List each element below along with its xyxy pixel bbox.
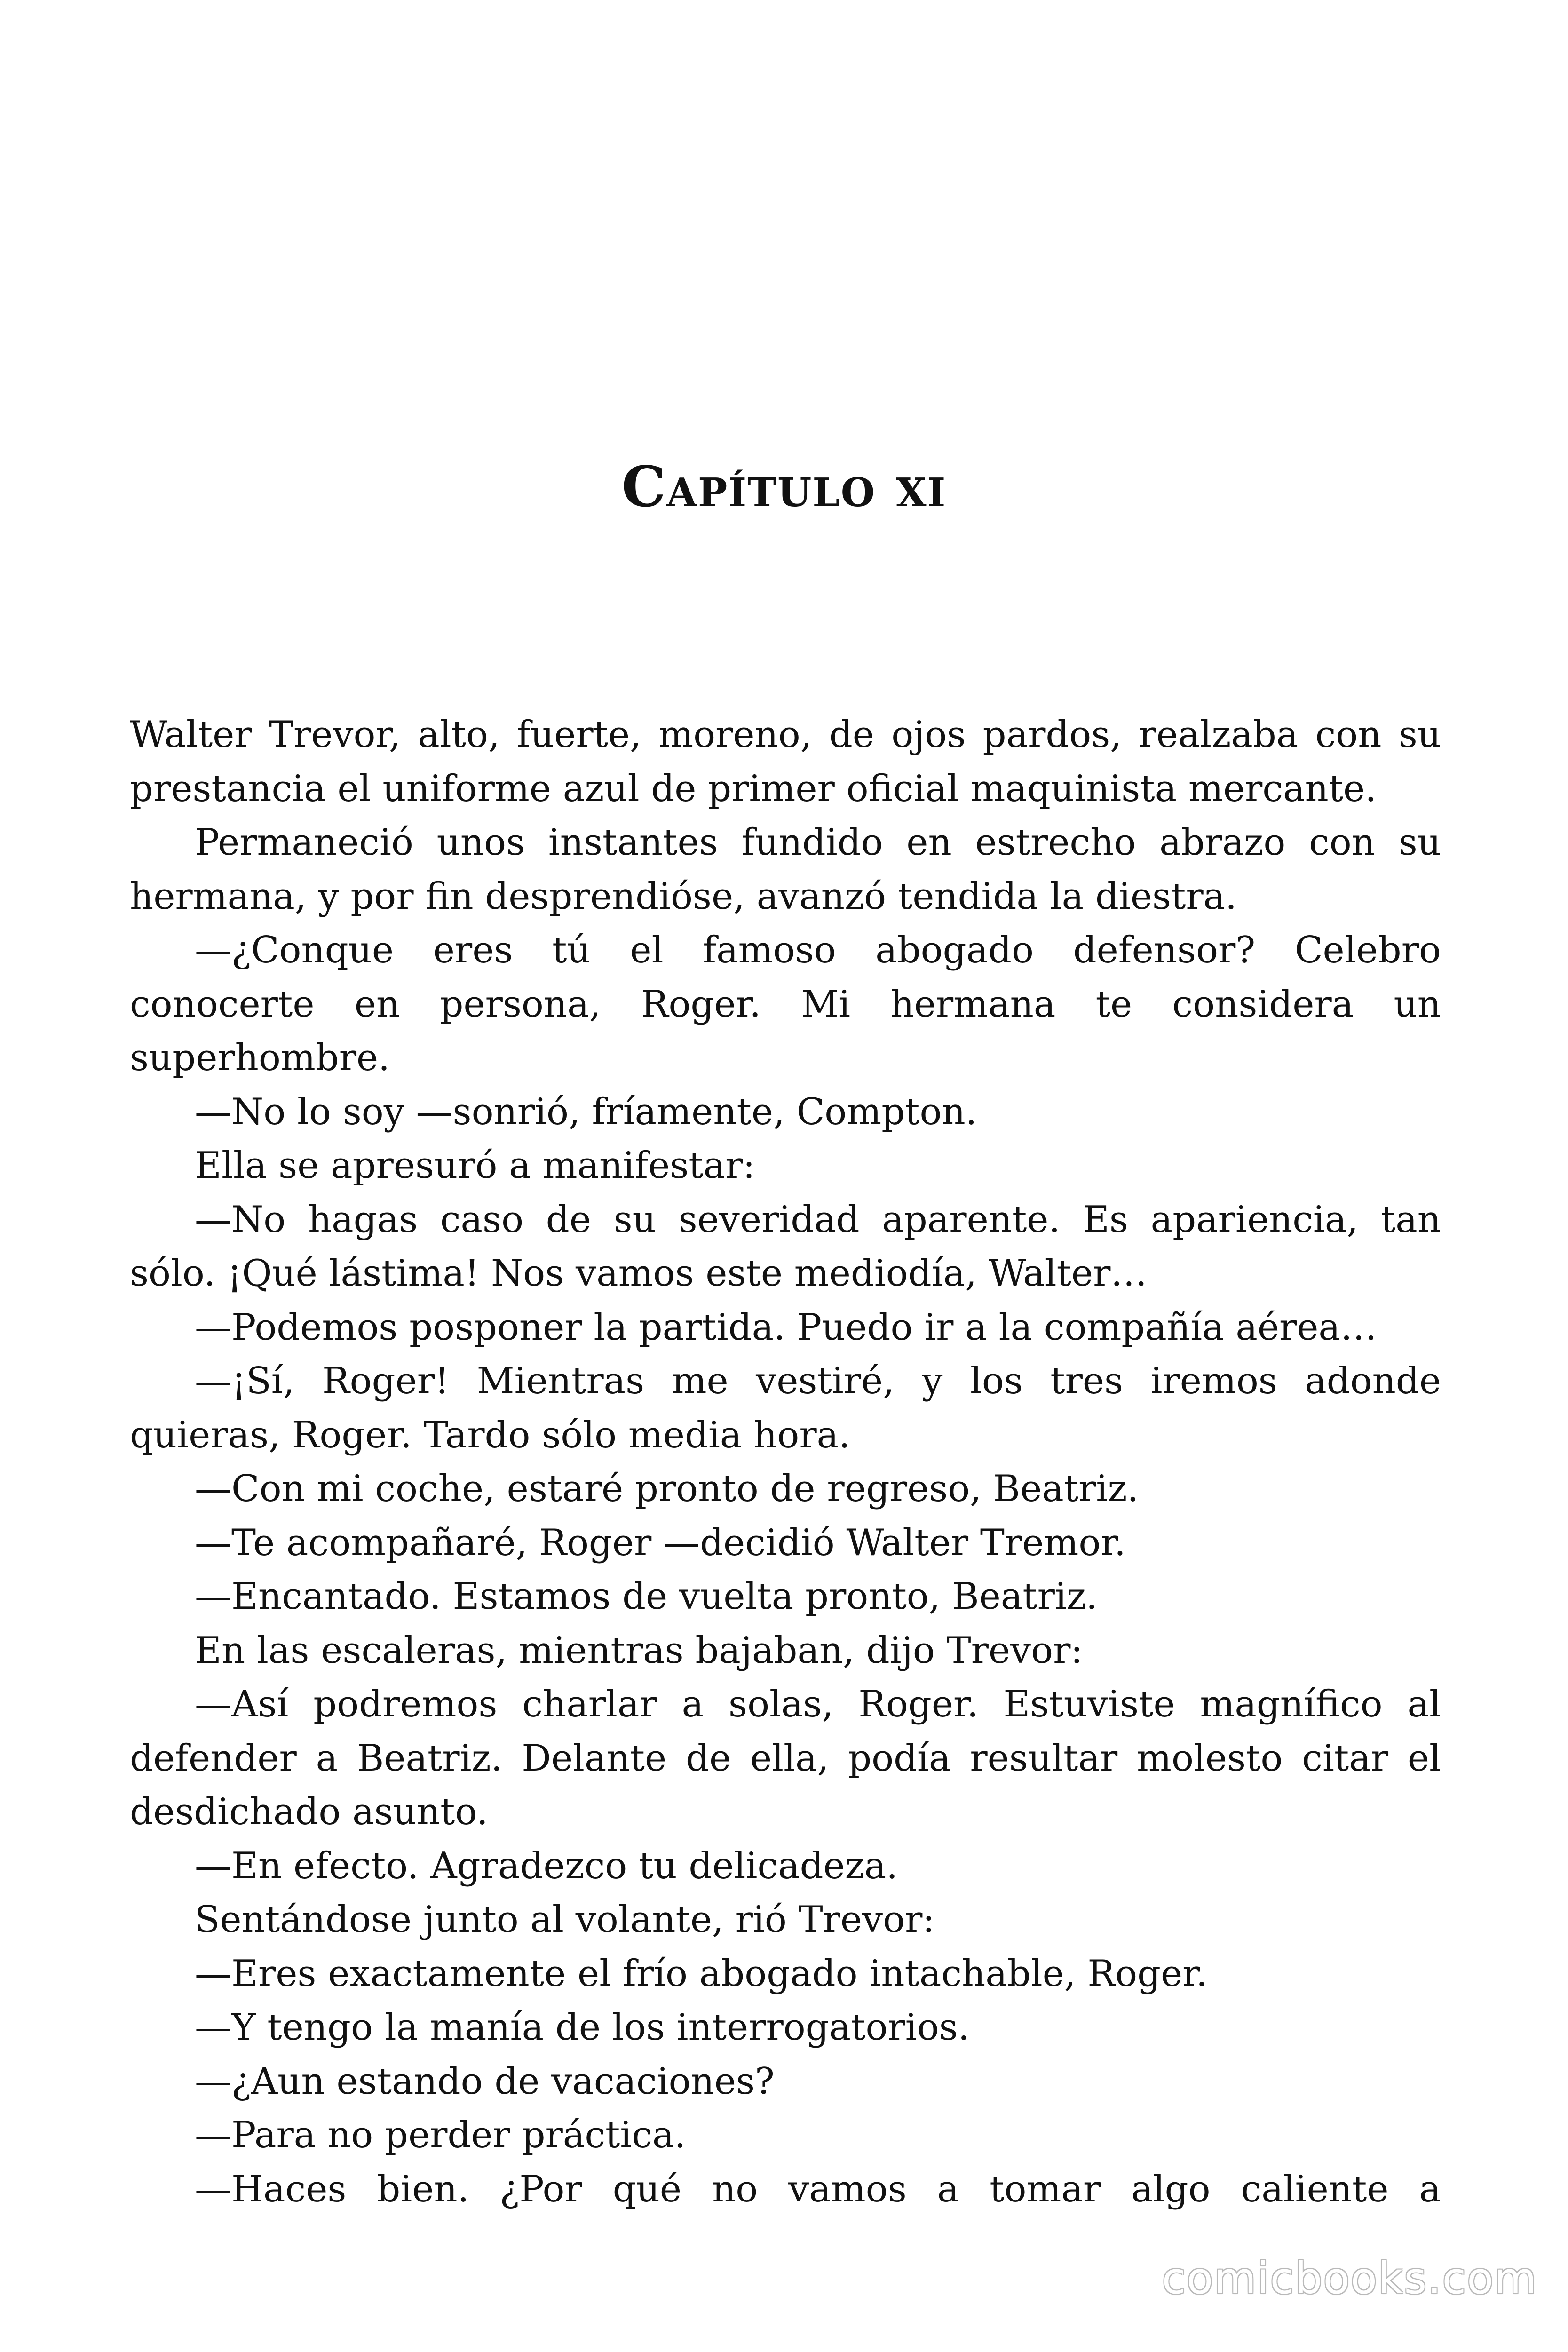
watermark-logo: comicbooks.com (1162, 2253, 1537, 2304)
paragraph: Permaneció unos instantes fundido en estrecho abrazo con su hermana, y por fin desprendióse, avanzó tendida la diestra. (130, 821, 1441, 918)
paragraph: —¡Sí, Roger! Mientras me vestiré, y los tres iremos adonde quieras, Roger. Tardo sólo media hora. (130, 1360, 1441, 1456)
paragraph: Sentándose junto al volante, rió Trevor: (195, 1899, 935, 1941)
paragraph: —Y tengo la manía de los interrogatorios. (195, 2006, 970, 2049)
paragraph: —Así podremos charlar a solas, Roger. Estuviste magnífico al defender a Beatriz. Delante de ella, podía resultar molesto citar el desdichado asunto. (130, 1683, 1441, 1833)
paragraph: —En efecto. Agradezco tu delicadeza. (195, 1844, 898, 1887)
paragraph: —Con mi coche, estaré pronto de regreso, Beatriz. (195, 1468, 1139, 1510)
paragraph: —No hagas caso de su severidad aparente. Es apariencia, tan sólo. ¡Qué lástima! Nos vamos este mediodía, Walter… (130, 1198, 1441, 1295)
paragraph: —No lo soy —sonrió, fríamente, Compton. (195, 1090, 977, 1133)
paragraph: Ella se apresuró a manifestar: (195, 1144, 755, 1187)
paragraph: —Haces bien. ¿Por qué no vamos a tomar algo caliente a (195, 2168, 1441, 2210)
paragraph: —Te acompañaré, Roger —decidió Walter Tremor. (195, 1521, 1126, 1564)
paragraph: —Podemos posponer la partida. Puedo ir a la compañía aérea… (195, 1306, 1377, 1349)
chapter-title (0, 454, 1568, 519)
paragraph: —¿Aun estando de vacaciones? (195, 2060, 775, 2103)
paragraph: —Encantado. Estamos de vuelta pronto, Beatriz. (195, 1575, 1098, 1618)
paragraph: En las escaleras, mientras bajaban, dijo Trevor: (195, 1629, 1083, 1672)
chapter-title-text: Capítulo xi (621, 454, 947, 519)
paragraph: Walter Trevor, alto, fuerte, moreno, de ojos pardos, realzaba con su prestancia el uniforme azul de primer oficial maquinista mercante. (130, 714, 1441, 810)
paragraph: —Para no perder práctica. (195, 2114, 686, 2156)
paragraph: —Eres exactamente el frío abogado intachable, Roger. (195, 1952, 1208, 1995)
body-text (130, 708, 1441, 2216)
paragraph: —¿Conque eres tú el famoso abogado defensor? Celebro conocerte en persona, Roger. Mi hermana te considera un superhombre. (130, 929, 1441, 1079)
